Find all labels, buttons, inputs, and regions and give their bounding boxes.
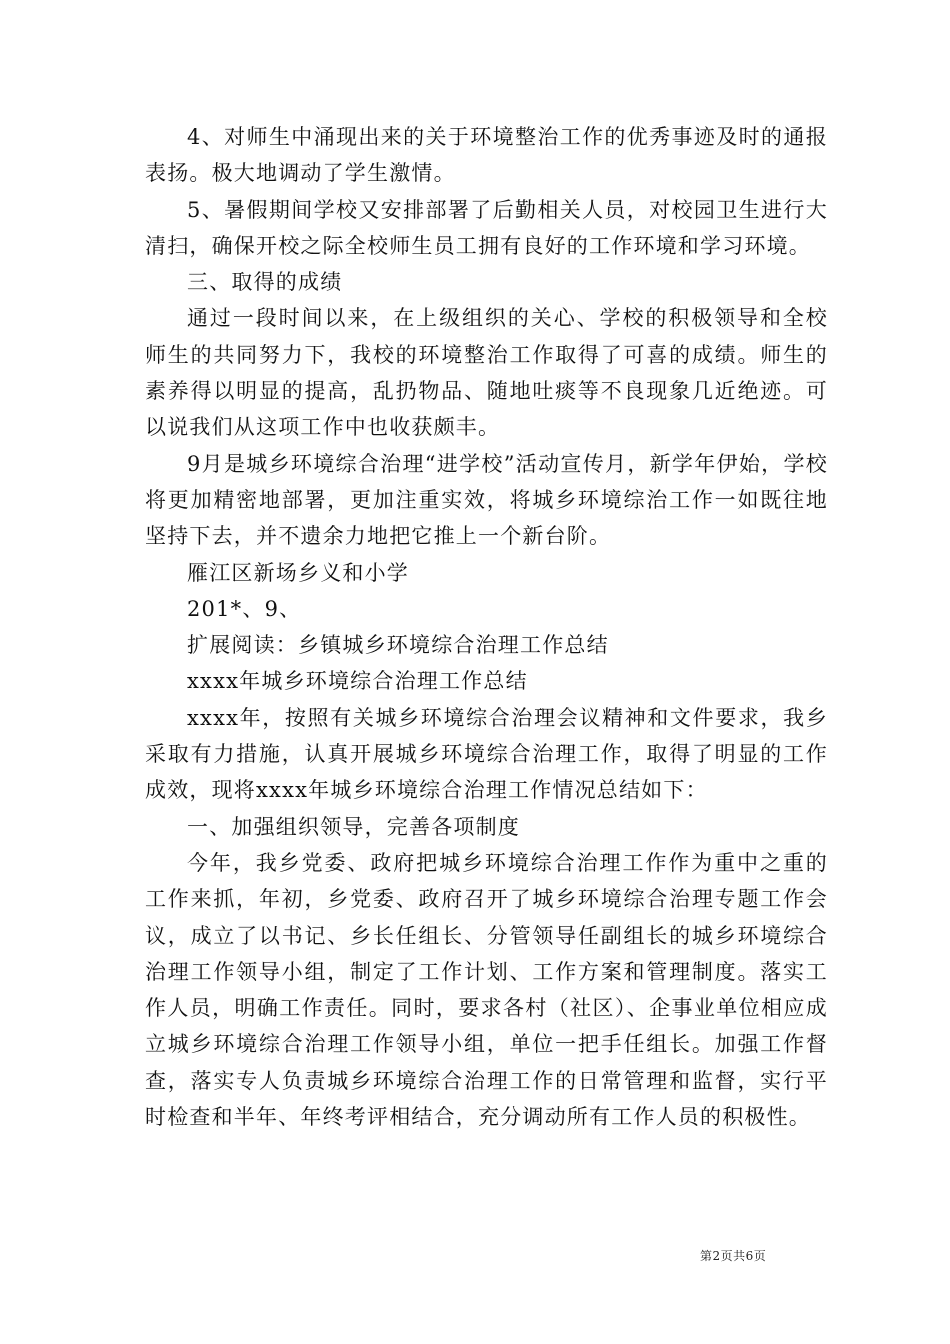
extended-reading-heading: 扩展阅读：乡镇城乡环境综合治理工作总结 [187, 633, 609, 658]
paragraph-item-5: 5、暑假期间学校又安排部署了后勤相关人员，对校园卫生进行大清扫，确保开校之际全校师生员工拥有良好的工作环境和学习环境。 [145, 197, 828, 258]
paragraph-september: 9月是城乡环境综合治理“进学校”活动宣传月，新学年伊始，学校将更加精密地部署，更加注重实效，将城乡环境综治工作一如既往地坚持下去，并不遗余力地把它推上一个新台阶。 [145, 451, 828, 549]
paragraph-intro: xxxx年，按照有关城乡环境综合治理会议精神和文件要求，我乡采取有力措施，认真开展城乡环境综合治理工作，取得了明显的工作成效，现将xxxx年城乡环境综合治理工作情况总结如下： [145, 705, 828, 803]
paragraph-item-4: 4、对师生中涌现出来的关于环境整治工作的优秀事迹及时的通报表扬。极大地调动了学生激情。 [145, 125, 828, 186]
section-heading-achievements: 三、取得的成绩 [187, 270, 343, 295]
document-body [145, 119, 828, 1135]
paragraph-organization: 今年，我乡党委、政府把城乡环境综合治理工作作为重中之重的工作来抓，年初，乡党委、政府召开了城乡环境综合治理专题工作会议，成立了以书记、乡长任组长、分管领导任副组长的城乡环境综合治理工作领导小组，制定了工作计划、工作方案和管理制度。落实工作人员，明确工作责任。同时，要求各村（社区）、企事业单位相应成立城乡环境综合治理工作领导小组，单位一把手任组长。加强工作督查，落实专人负责城乡环境综合治理工作的日常管理和监督，实行平时检查和半年、年终考评相结合，充分调动所有工作人员的积极性。 [145, 850, 828, 1130]
page-number-footer: 第2页共6页 [700, 1249, 767, 1263]
signature-school: 雁江区新场乡义和小学 [187, 560, 409, 585]
paragraph-achievements: 通过一段时间以来，在上级组织的关心、学校的积极领导和全校师生的共同努力下，我校的环境整治工作取得了可喜的成绩。师生的素养得以明显的提高，乱扔物品、随地吐痰等不良现象几近绝迹。可以说我们从这项工作中也收获颇丰。 [145, 306, 828, 440]
summary-title: xxxx年城乡环境综合治理工作总结 [187, 669, 528, 694]
section-heading-organization: 一、加强组织领导，完善各项制度 [187, 814, 520, 839]
signature-date: 201*、9、 [187, 596, 302, 621]
